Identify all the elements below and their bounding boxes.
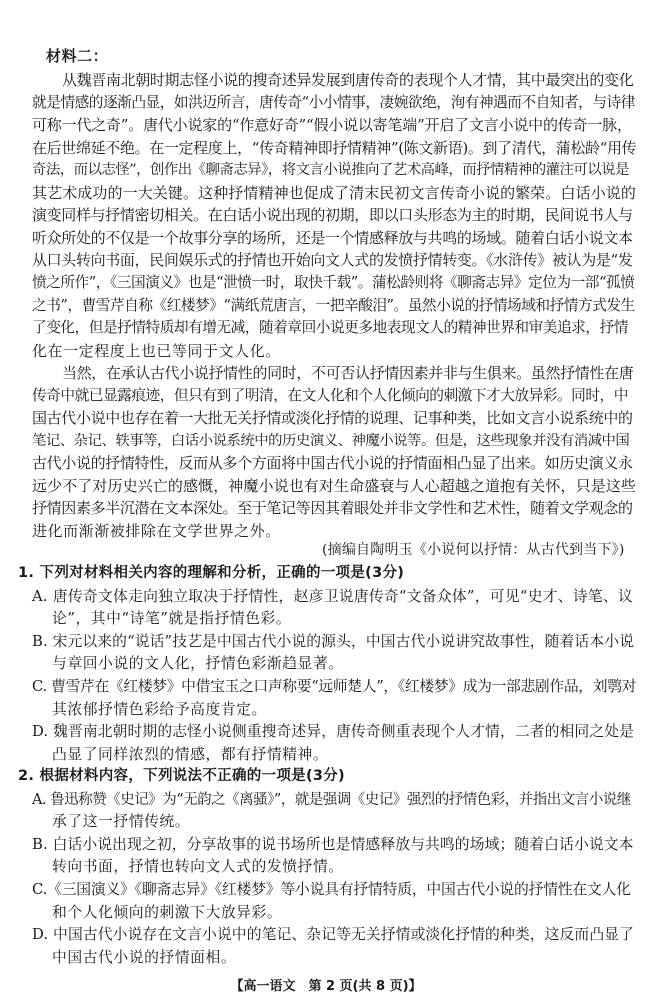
passage-line: 就是情感的逐渐凸显，如洪迈所言，唐传奇“小小情事，凄婉欲绝，洵有神遇而不自知者，与诗律 — [32, 94, 635, 111]
question-stem: 1. 下列对材料相关内容的理解和分析，正确的一项是(3分) — [18, 565, 405, 581]
passage-line: 愤之所作”，《三国演义》也是“泄愤一时，取快千载”。蒲松龄则将《聊斋志异》定位为一部“孤愤 — [32, 274, 635, 291]
passage-line: 可称一代之奇”。唐代小说家的“作意好奇”“假小说以寄笔端”开启了文言小说中的传奇一脉， — [32, 116, 632, 134]
passage-line: 奇法，而以志怪”，创作出《聊斋志异》，将文言小说推向了艺术高峰，而抒情精神的灌注可以说是 — [32, 162, 629, 178]
page-footer: 【高一语文 第 2 页(共 8 页)】 — [230, 979, 422, 994]
passage-line: 进化而渐渐被排除在文学世界之外。 — [32, 522, 281, 540]
passage-line: 演变同样与抒情密切相关。在白话小说出现的初期，即以口头形态为主的时期，民间说书人与 — [32, 206, 633, 224]
option-continuation: 中国古代小说的抒情面相。 — [52, 949, 237, 966]
citation: (摘编自陶明玉《小说何以抒情：从古代到当下》) — [322, 542, 625, 558]
material-title: 材料二： — [46, 47, 109, 65]
option-line: A. 唐传奇文体走向独立取决于抒情性，赵彦卫说唐传奇“文备众体”，可见“史才、诗笔、议 — [32, 588, 634, 605]
option-continuation: 其浓郁抒情色彩给予高度肯定。 — [52, 701, 267, 718]
option-line: C. 曹雪芹在《红楼梦》中借宝玉之口声称要“远师楚人”，《红楼梦》成为一部悲剧作品，刘鹗对 — [32, 678, 637, 695]
option-line: D. 中国古代小说存在文言小说中的笔记、杂记等无关抒情或淡化抒情的种类，这反而凸显了 — [32, 926, 635, 943]
option-line: D. 魏晋南北朝时期的志怪小说侧重搜奇述异，唐传奇侧重表现个人才情，二者的相同之处是 — [32, 723, 635, 740]
passage-line: 远少不了对历史兴亡的感慨，神魔小说也有对生命盛衰与人心超越之道抱有关怀，只是这些 — [32, 477, 637, 495]
option-line: B. 白话小说出现之初，分享故事的说书场所也是情感释放与共鸣的场域；随着白话小说文本 — [32, 836, 634, 853]
option-line: C.《三国演义》《聊斋志异》《红楼梦》等小说具有抒情特质，中国古代小说的抒情性在文人化 — [32, 881, 631, 898]
passage-line: 化在一定程度上也已等同于文人化。 — [32, 342, 281, 360]
option-continuation: 转向书面，抒情也转向文人式的发愤抒情。 — [52, 858, 344, 875]
option-continuation: 论”，其中“诗笔”就是指抒情色彩。 — [52, 610, 292, 627]
option-line: B. 宋元以来的“说话”技艺是中国古代小说的源头，中国古代小说讲究故事性，随着话本小说 — [32, 633, 634, 650]
passage-line: 听众所处的不仅是一个故事分享的场所，还是一个情感释放与共鸣的场域。随着白话小说文本 — [32, 229, 633, 247]
option-continuation: 和个人化倾向的刺激下大放异彩。 — [52, 904, 283, 921]
passage-line: 古代小说的抒情特性，反而从多个方面将中国古代小说的抒情面相凸显了出来。如历史演义永 — [32, 454, 633, 472]
option-line: A. 鲁迅称赞《史记》为“无韵之《离骚》”，就是强调《史记》强烈的抒情色彩，并指出文言小说继 — [32, 792, 631, 808]
passage-line: 了变化，但是抒情特质却有增无减，随着章回小说更多地表现文人的精神世界和审美追求，抒情 — [32, 319, 628, 336]
passage-line: 国古代小说中也存在着一大批无关抒情或淡化抒情的说理、记事种类，比如文言小说系统中的 — [32, 409, 633, 427]
option-continuation: 与章回小说的文人化，抒情色彩渐趋显著。 — [52, 655, 344, 672]
passage-line: 其艺术成功的一大关键。这种抒情精神也促成了清末民初文言传奇小说的繁荣。白话小说的 — [32, 184, 637, 202]
option-continuation: 承了这一抒情传统。 — [52, 813, 191, 830]
passage-line: 传奇中就已显露痕迹，但只有到了明清，在文人化和个人化倾向的刺激下才大放异彩。同时，中 — [32, 387, 628, 404]
option-continuation: 凸显了同样浓烈的情感，都有抒情精神。 — [52, 746, 329, 763]
passage-line: 抒情因素多半沉潜在文本深处。至于笔记等因其着眼处并非文学性和艺术性，随着文学观念的 — [32, 499, 633, 517]
passage-line: 从魏晋南北朝时期志怪小说的搜奇述异发展到唐传奇的表现个人才情，其中最突出的变化 — [62, 71, 634, 89]
passage-line: 之书”，曹雪芹自称《红楼梦》“满纸荒唐言，一把辛酸泪”。虽然小说的抒情场域和抒情方式发生 — [32, 297, 635, 314]
passage-line: 从口头转向书面，民间娱乐式的抒情也开始向文人式的发愤抒情转变。《水浒传》被认为是“发 — [32, 251, 633, 269]
passage-line: 当然，在承认古代小说抒情性的同时，不可否认抒情因素并非与生俱来。虽然抒情性在唐 — [62, 364, 634, 382]
passage-line: 在后世绵延不绝。在一定程度上，“传奇精神即抒情精神”(陈文新语)。到了清代，蒲松龄“用传 — [32, 139, 637, 157]
passage-line: 笔记、杂记、轶事等，白话小说系统中的历史演义、神魔小说等。但是，这些现象并没有消减中国 — [32, 433, 630, 449]
question-stem: 2. 根据材料内容，下列说法不正确的一项是(3分) — [18, 768, 345, 784]
